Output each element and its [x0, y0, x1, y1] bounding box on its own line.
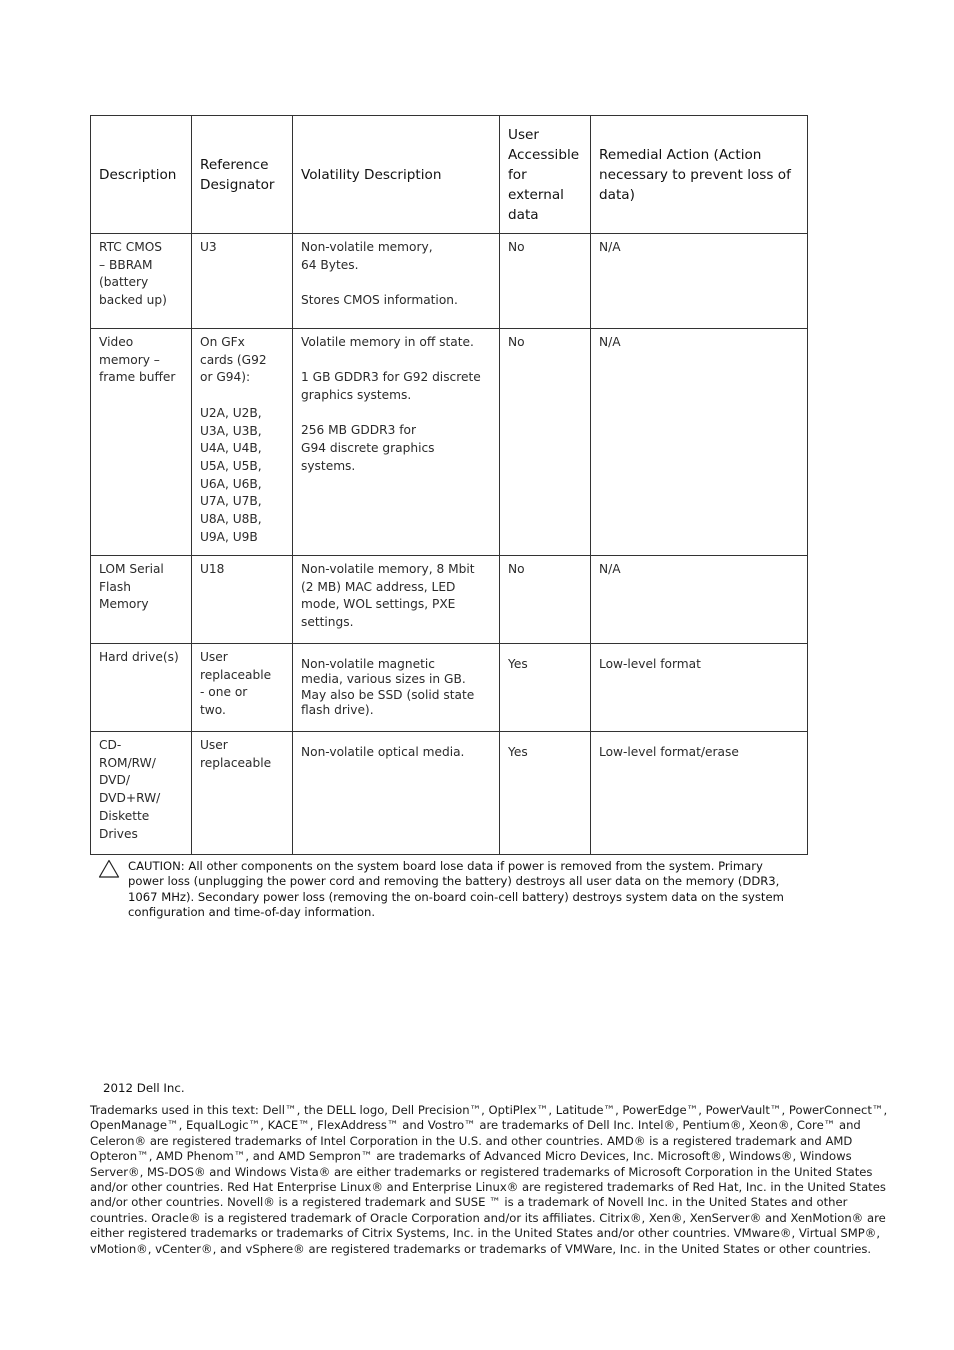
cell-user-accessible: [500, 556, 591, 644]
cell-line: [301, 274, 492, 292]
cell-line: N/A: [599, 562, 621, 576]
cell-line: 64 Bytes.: [301, 257, 359, 272]
cell-line: Video: [99, 335, 134, 349]
cell-line: replaceable: [200, 667, 272, 682]
cell-line: [200, 387, 285, 405]
cell-remedial-action: [591, 644, 808, 732]
cell-reference-designator: [192, 329, 293, 556]
cell-remedial-action: [591, 234, 808, 329]
cell-line: flash drive).: [301, 702, 374, 717]
cell-line: cards (G92: [200, 352, 267, 367]
header-line: external: [508, 186, 564, 203]
cell-volatility-description: [293, 234, 500, 329]
header-line: data: [508, 206, 539, 223]
cell-line: (2 MB) MAC address, LED: [301, 579, 456, 594]
cell-line: No: [508, 240, 525, 254]
header-reference-designator: [192, 116, 293, 234]
cell-reference-designator: [192, 644, 293, 732]
cell-line: media, various sizes in GB.: [301, 672, 466, 687]
cell-description: [91, 644, 192, 732]
cell-user-accessible: [500, 234, 591, 329]
cell-line: – BBRAM: [99, 257, 153, 272]
cell-line: U8A, U8B,: [200, 512, 262, 527]
cell-line: Drives: [99, 826, 138, 841]
caution-triangle-icon: [98, 859, 120, 879]
cell-line: DVD/: [99, 773, 130, 788]
cell-line: CD-: [99, 738, 122, 752]
header-user-accessible: [500, 116, 591, 234]
volatility-table: [90, 115, 808, 855]
cell-remedial-action: [591, 556, 808, 644]
cell-line: On GFx: [200, 335, 245, 349]
cell-line: systems.: [301, 458, 356, 473]
header-description: [91, 116, 192, 234]
cell-line: Yes: [508, 745, 528, 759]
cell-line: graphics systems.: [301, 388, 412, 403]
cell-line: U6A, U6B,: [200, 476, 262, 491]
cell-line: U5A, U5B,: [200, 458, 262, 473]
table-row: [91, 732, 808, 855]
cell-user-accessible: [500, 732, 591, 855]
cell-line: settings.: [301, 615, 354, 630]
cell-volatility-description: [293, 556, 500, 644]
cell-line: 1 GB GDDR3 for G92 discrete: [301, 370, 481, 385]
cell-line: LOM Serial: [99, 562, 164, 576]
cell-line: U3: [200, 240, 217, 254]
cell-line: U9A, U9B: [200, 529, 258, 544]
cell-line: Memory: [99, 597, 149, 612]
cell-reference-designator: [192, 556, 293, 644]
header-remedial-action: [591, 116, 808, 234]
header-line: User: [508, 126, 539, 143]
cell-remedial-action: [591, 732, 808, 855]
cell-line: [301, 352, 492, 370]
cell-description: [91, 556, 192, 644]
cell-volatility-description: [293, 732, 500, 855]
cell-reference-designator: [192, 732, 293, 855]
cell-remedial-action: [591, 329, 808, 556]
header-line: Reference: [200, 156, 269, 173]
cell-line: U18: [200, 562, 225, 576]
table-row: [91, 234, 808, 329]
cell-line: Flash: [99, 579, 131, 594]
cell-line: Non-volatile magnetic: [301, 657, 435, 671]
cell-line: Non-volatile optical media.: [301, 745, 465, 759]
cell-user-accessible: [500, 644, 591, 732]
cell-line: U7A, U7B,: [200, 494, 262, 509]
cell-line: memory –: [99, 352, 160, 367]
cell-line: - one or: [200, 685, 248, 700]
header-line: Accessible: [508, 146, 580, 163]
header-line: necessary to prevent loss of: [599, 166, 791, 183]
cell-line: U4A, U4B,: [200, 441, 262, 456]
header-line: Remedial Action (Action: [599, 146, 762, 163]
header-line: data): [599, 186, 635, 203]
cell-line: Low-level format/erase: [599, 745, 739, 759]
cell-line: replaceable: [200, 755, 272, 770]
cell-line: N/A: [599, 335, 621, 349]
copyright-line: 2012 Dell Inc.: [103, 1081, 185, 1095]
cell-user-accessible: [500, 329, 591, 556]
cell-line: or G94):: [200, 370, 251, 385]
cell-line: DVD+RW/: [99, 791, 161, 806]
cell-line: User: [200, 650, 228, 664]
caution-text: CAUTION: All other components on the system board lose data if power is removed from the system. Primary power loss (unplugging the power cord and removing the battery) destroys all user data on the memory (DDR3, 1067 MHz). Secondary power loss (removing the on-board coin-cell battery) destroys system data on the system configuration and time-of-day information.: [128, 859, 784, 920]
cell-line: RTC CMOS: [99, 240, 163, 254]
cell-line: N/A: [599, 240, 621, 254]
cell-line: Non-volatile memory, 8 Mbit: [301, 562, 475, 576]
cell-line: Volatile memory in off state.: [301, 335, 474, 349]
header-line: Description: [99, 166, 177, 183]
header-volatility-description: [293, 116, 500, 234]
cell-line: Diskette: [99, 808, 150, 823]
header-line: for: [508, 166, 527, 183]
cell-line: mode, WOL settings, PXE: [301, 597, 456, 612]
trademarks-text: Trademarks used in this text: Dell™, the DELL logo, Dell Precision™, OptiPlex™, Latitude™, PowerEdge™, PowerVault™, PowerConnect™, OpenManage™, EqualLogic™, KACE™, FlexAddress™ and Vostro™ are trademarks of Dell Inc. Intel®, Pentium®, Xeon®, Core™ and Celeron® are registered trademarks of Intel Corporation in the U.S. and other countries. AMD® is a registered trademark and AMD Opteron™, AMD Phenom™, and AMD Sempron™ are trademarks of Advanced Micro Devices, Inc. Microsoft®, Windows®, Windows Server®, MS-DOS® and Windows Vista® are either trademarks or registered trademarks of Microsoft Corporation in the United States and/or other countries. Red Hat Enterprise Linux® and Enterprise Linux® are registered trademarks of Red Hat, Inc. in the United States and/or other countries. Novell® is a registered trademark and SUSE ™ is a trademark of Novell Inc. in the United States and other countries. Oracle® is a registered trademark of Oracle Corporation and/or its affiliates. Citrix®, Xen®, XenServer® and XenMotion® are either registered trademarks or trademarks of Citrix Systems, Inc. in the United States and/or other countries. VMware®, Virtual SMP®, vMotion®, vCenter®, and vSphere® are registered trademarks or trademarks of VMWare, Inc. in the United States or other countries.: [90, 1103, 888, 1256]
cell-line: U2A, U2B,: [200, 405, 262, 420]
table-row: [91, 556, 808, 644]
table-row: [91, 644, 808, 732]
table-header-row: [91, 116, 808, 234]
cell-line: backed up): [99, 293, 167, 308]
cell-line: [301, 405, 492, 423]
cell-line: Non-volatile memory,: [301, 240, 433, 254]
cell-line: frame buffer: [99, 370, 176, 385]
cell-line: Stores CMOS information.: [301, 293, 458, 308]
cell-line: two.: [200, 703, 226, 718]
cell-reference-designator: [192, 234, 293, 329]
cell-line: ROM/RW/: [99, 755, 156, 770]
cell-line: No: [508, 335, 525, 349]
table-row: [91, 329, 808, 556]
cell-description: [91, 329, 192, 556]
cell-line: Low-level format: [599, 657, 701, 671]
cell-description: [91, 732, 192, 855]
cell-volatility-description: [293, 329, 500, 556]
cell-description: [91, 234, 192, 329]
cell-line: Yes: [508, 657, 528, 671]
cell-line: 256 MB GDDR3 for: [301, 423, 416, 438]
cell-line: G94 discrete graphics: [301, 441, 435, 456]
header-line: Volatility Description: [301, 166, 442, 183]
cell-line: No: [508, 562, 525, 576]
cell-line: Hard drive(s): [99, 650, 179, 664]
cell-volatility-description: [293, 644, 500, 732]
cell-line: (battery: [99, 275, 149, 290]
cell-line: May also be SSD (solid state: [301, 687, 475, 702]
cell-line: U3A, U3B,: [200, 423, 262, 438]
cell-line: User: [200, 738, 228, 752]
caution-note: [98, 859, 798, 921]
header-line: Designator: [200, 176, 275, 193]
